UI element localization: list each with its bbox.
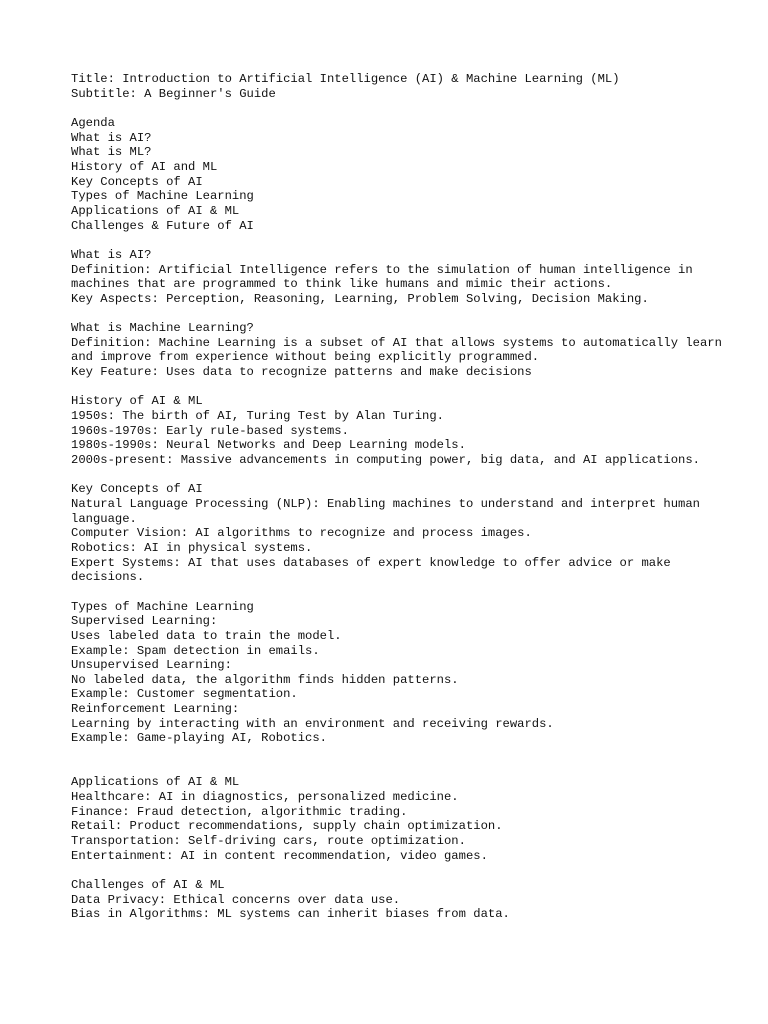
types-of-ml-section: [71, 600, 751, 747]
agenda-item: What is AI?: [71, 130, 152, 145]
section-line: 1980s-1990s: Neural Networks and Deep Learning models.: [71, 438, 466, 453]
section-line: Computer Vision: AI algorithms to recognize and process images.: [71, 526, 532, 541]
document-subtitle: Subtitle: A Beginner's Guide: [71, 86, 276, 101]
section-line: Learning by interacting with an environment and receiving rewards.: [71, 716, 554, 731]
agenda-heading: Agenda: [71, 115, 115, 130]
agenda-item: Types of Machine Learning: [71, 189, 254, 204]
section-line: Unsupervised Learning:: [71, 658, 232, 673]
section-heading: History of AI & ML: [71, 394, 203, 409]
section-line: Healthcare: AI in diagnostics, personalized medicine.: [71, 790, 459, 805]
what-is-ml-section: [71, 321, 751, 380]
section-line: Bias in Algorithms: ML systems can inherit biases from data.: [71, 907, 510, 922]
title-block: [71, 72, 751, 101]
section-heading: Key Concepts of AI: [71, 482, 203, 497]
section-heading: Challenges of AI & ML: [71, 877, 225, 892]
section-line: Example: Customer segmentation.: [71, 687, 298, 702]
section-line: 2000s-present: Massive advancements in computing power, big data, and AI applications.: [71, 453, 700, 467]
section-line: Data Privacy: Ethical concerns over data use.: [71, 892, 401, 907]
section-line: Entertainment: AI in content recommendation, video games.: [71, 848, 488, 863]
document-body: [71, 72, 751, 937]
section-heading: What is Machine Learning?: [71, 321, 254, 336]
agenda-item: History of AI and ML: [71, 159, 218, 174]
section-line: Example: Game-playing AI, Robotics.: [71, 731, 327, 746]
agenda-item: Key Concepts of AI: [71, 174, 203, 189]
challenges-section: [71, 878, 751, 922]
section-line: Transportation: Self-driving cars, route optimization.: [71, 834, 466, 849]
section-line: Definition: Machine Learning is a subset of AI that allows systems to automatically learn and improve from experience without being explicitly programmed.: [71, 335, 730, 365]
history-section: [71, 394, 751, 467]
section-line: 1960s-1970s: Early rule-based systems.: [71, 423, 349, 438]
section-heading: Types of Machine Learning: [71, 599, 254, 614]
section-line: Example: Spam detection in emails.: [71, 643, 320, 658]
section-line: Definition: Artificial Intelligence refers to the simulation of human intelligence in machines that are programmed to think like humans and mimic their actions.: [71, 262, 700, 292]
section-line: Finance: Fraud detection, algorithmic trading.: [71, 804, 408, 819]
section-line: Expert Systems: AI that uses databases of expert knowledge to offer advice or make decisions.: [71, 555, 679, 585]
section-line: Key Aspects: Perception, Reasoning, Learning, Problem Solving, Decision Making.: [71, 291, 649, 306]
agenda-item: Challenges & Future of AI: [71, 218, 254, 233]
agenda-item: What is ML?: [71, 145, 152, 160]
section-line: Natural Language Processing (NLP): Enabling machines to understand and interpret human language.: [71, 496, 708, 526]
section-line: No labeled data, the algorithm finds hidden patterns.: [71, 672, 459, 687]
agenda-section: [71, 116, 751, 233]
what-is-ai-section: [71, 248, 751, 307]
key-concepts-section: [71, 482, 751, 585]
section-line: Reinforcement Learning:: [71, 702, 240, 717]
document-title: Title: Introduction to Artificial Intelligence (AI) & Machine Learning (ML): [71, 72, 620, 86]
section-line: 1950s: The birth of AI, Turing Test by Alan Turing.: [71, 409, 444, 424]
section-heading: What is AI?: [71, 247, 152, 262]
section-line: Robotics: AI in physical systems.: [71, 540, 313, 555]
section-line: Uses labeled data to train the model.: [71, 628, 342, 643]
section-heading: Applications of AI & ML: [71, 775, 240, 790]
applications-section: [71, 775, 751, 863]
section-line: Supervised Learning:: [71, 614, 218, 629]
section-line: Key Feature: Uses data to recognize patterns and make decisions: [71, 365, 532, 380]
agenda-item: Applications of AI & ML: [71, 203, 240, 218]
section-line: Retail: Product recommendations, supply chain optimization.: [71, 819, 503, 834]
